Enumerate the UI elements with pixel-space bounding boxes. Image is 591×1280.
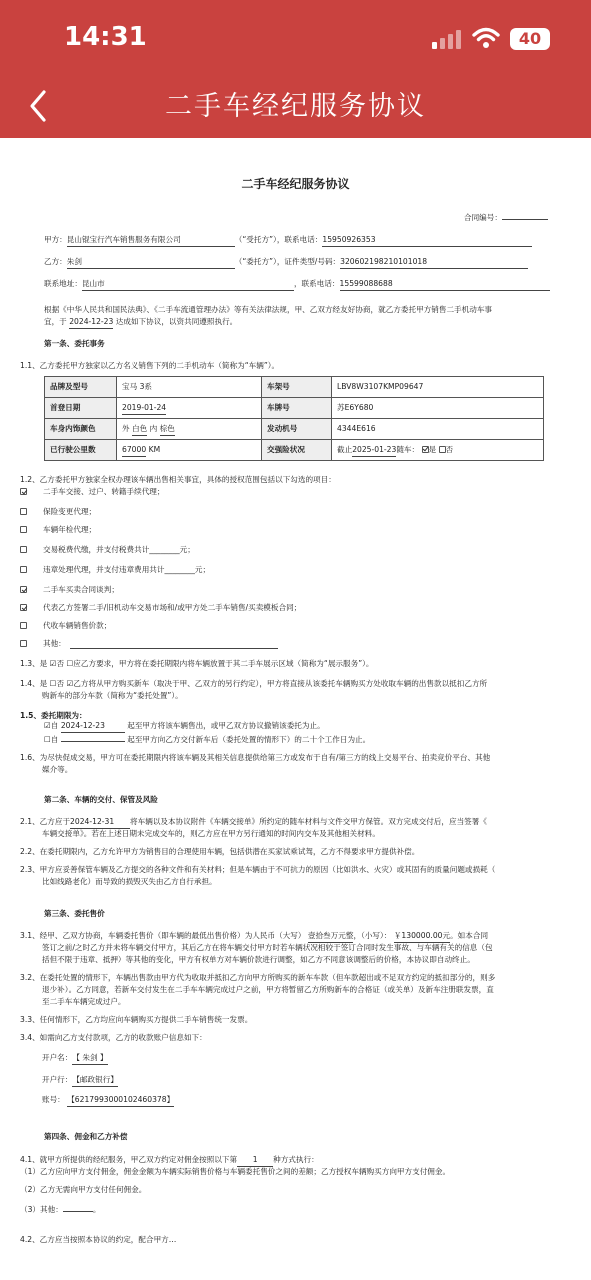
clause-3-1-suffix: 。如本合同 [450, 931, 489, 940]
authorization-option-label: 其他： [43, 639, 66, 648]
authorization-option-label: 车辆年检代理； [43, 525, 97, 534]
status-time: 14:31 [64, 22, 147, 52]
clause-3-3: 3.3、任何情形下，乙方均应向车辆购买方提供二手车销售统一发票。 [20, 1015, 253, 1024]
insurance-cell [332, 440, 544, 461]
clause-1-3: 1.3、是 ☑否 ☐应乙方要求，甲方将在委托期限内将车辆放置于其二手车展示区域（简称为“展示服务”）。 [20, 659, 374, 668]
authorization-option [20, 602, 301, 614]
authorization-option-label: 交易税费代缴，并支付税费共计________元； [43, 545, 195, 554]
mileage-unit: KM [148, 444, 161, 454]
color-in-label: 内 [149, 423, 158, 433]
authorization-option [20, 486, 165, 498]
mileage-cell [117, 440, 262, 461]
intro-line-2 [44, 316, 237, 329]
vin-value: LBV8W3107KMP09647 [332, 377, 544, 398]
checkbox-icon [422, 446, 429, 453]
term-2-prefix: ☐自 [44, 735, 59, 744]
insurance-prefix: 截止 [337, 444, 353, 454]
other-blank [70, 648, 278, 649]
authorization-option [20, 524, 96, 536]
contract-document [0, 138, 591, 1280]
party-b-label: 乙方： [44, 257, 67, 266]
clause-3-2-line-3: 至二手车车辆完成过户。 [42, 997, 126, 1006]
insurance-mid: 随车： [396, 444, 420, 454]
price-in-words: 壹拾叁万元整 [308, 930, 354, 943]
authorization-option [20, 544, 195, 556]
commission-other-blank [63, 1202, 93, 1212]
commission-option-2: （2）乙方无需向甲方支付任何佣金。 [20, 1185, 147, 1194]
checkbox-icon [20, 566, 27, 573]
party-a-row [44, 234, 532, 247]
checkbox-icon [20, 546, 27, 553]
party-b-name: 朱剑 [67, 256, 235, 269]
term-1-text: 起至甲方将该车辆售出，或甲乙双方协议撤销该委托为止。 [127, 721, 325, 730]
engine-value: 4344E616 [332, 419, 544, 440]
term-2-blank [61, 732, 125, 742]
party-a-phone: 15950926353 [322, 234, 532, 247]
price-amount: ￥130000.00元 [394, 930, 450, 943]
signal-icon [432, 29, 464, 49]
account-name-label: 开户名： [42, 1053, 73, 1062]
clause-2-3-line-1: 2.3、甲方应妥善保管车辆及乙方提交的各种文件和有关材料；但是车辆由于不可抗力的原因（比如洪水、火灾）或其固有的质量问题或损耗（ [20, 865, 496, 874]
clause-1-6-line-1: 1.6、为尽快促成交易，甲方可在委托期限内将该车辆及其相关信息提供给第三方或发布于自有/第三方的线上交易平台、拍卖竞价平台、其他 [20, 753, 491, 762]
clause-4-1-prefix: 4.1、就甲方所提供的经纪服务，甲乙双方约定对佣金按照以下第 [20, 1155, 238, 1164]
clause-3-1-line-3: 括但不限于违章、抵押）等其他的变化，甲方有权单方对车辆价款进行调整，如乙方不同意该调整后的价格，本协议即自动终止。 [42, 955, 475, 964]
contract-no-label: 合同编号： [464, 213, 502, 222]
section-3-title: 第三条、委托售价 [44, 909, 105, 918]
address-value: 昆山市 [82, 278, 294, 291]
clause-3-2-line-1: 3.2、在委托处置的情形下，车辆出售款由甲方代为收取并抵扣乙方向甲方所购买的新车车款（但车款超出或不足双方约定的抵扣部分的，则多 [20, 973, 496, 982]
color-out-value: 白色 [132, 423, 147, 436]
account-no-label: 账号： [42, 1095, 65, 1104]
brand-value: 宝马 3系 [117, 377, 262, 398]
authorization-option-label: 代表乙方签署二手/旧机动车交易市场和/或甲方处二手车销售/买卖模板合同； [43, 603, 302, 612]
commission-option-no: 1 [237, 1154, 273, 1167]
clause-4-1-suffix: 种方式执行： [273, 1155, 319, 1164]
color-in-value: 棕色 [160, 423, 175, 436]
app-header [0, 0, 591, 138]
brand-label: 品牌及型号 [45, 377, 117, 398]
checkbox-icon [439, 446, 446, 453]
mileage-label: 已行驶公里数 [45, 440, 117, 461]
intro-2b: 达成如下协议，以资共同遵照执行。 [115, 317, 238, 326]
table-row [45, 377, 544, 398]
checkbox-icon [20, 508, 27, 515]
battery-icon: 40 [510, 28, 550, 50]
party-b-id: 320602198210101018 [340, 256, 528, 269]
delivery-date: 2024-12-31 [70, 816, 130, 829]
clause-2-1-prefix: 2.1、乙方应于 [20, 817, 71, 826]
authorization-option [20, 584, 119, 596]
plate-value: 苏E6Y680 [332, 398, 544, 419]
clause-3-1-mid: ，（小写）： [353, 931, 392, 940]
table-row [45, 440, 544, 461]
section-4-title: 第四条、佣金和乙方补偿 [44, 1132, 128, 1141]
checkbox-icon [20, 604, 27, 611]
table-row [45, 398, 544, 419]
address-phone: 15599088688 [340, 278, 550, 291]
clause-4-2: 4.2、乙方应当按照本协议的约定，配合甲方… [20, 1235, 177, 1244]
insurance-no: 否 [445, 444, 454, 454]
commission-option-3-end: 。 [92, 1205, 101, 1214]
account-name-row [42, 1052, 108, 1065]
bank-row [42, 1074, 118, 1087]
party-a-name: 昆山锟宝行汽车销售服务有限公司 [67, 234, 235, 247]
contract-no-blank [502, 210, 548, 220]
clause-1-4-line-2: 购新车的部分车款（简称为“委托处置”）。 [42, 691, 183, 700]
clause-1-2: 1.2、乙方委托甲方独家全权办理该车辆出售相关事宜，具体的授权范围包括以下勾选的项目： [20, 475, 336, 484]
account-name-value: 【 朱剑 】 [72, 1052, 107, 1065]
authorization-option [20, 638, 66, 650]
reg-date-value: 2019-01-24 [122, 402, 166, 415]
clause-1-6-line-2: 媒介等。 [42, 765, 73, 774]
authorization-option [20, 564, 210, 576]
color-out-label: 外 [122, 423, 130, 433]
insurance-label: 交强险状况 [262, 440, 332, 461]
clause-2-1-line-2: 车辆交接单》。若在上述日期未完成交车的，则乙方应在甲方另行通知的时间内交车及其他相关材料。 [42, 829, 380, 838]
intro-line-1: 根据《中华人民共和国民法典》、《二手车流通管理办法》等有关法律法规，甲、乙双方经友好协商，就乙方委托甲方销售二手机动车事 [44, 305, 493, 314]
authorization-option-label: 二手车交接、过户、转籍手续代理； [43, 487, 165, 496]
authorization-option-label: 违章处理代理，并支付违章费用共计________元； [43, 565, 211, 574]
checkbox-icon [20, 586, 27, 593]
plate-label: 车牌号 [262, 398, 332, 419]
authorization-option [20, 620, 111, 632]
party-b-role: （“委托方”），证件类型/号码： [234, 257, 341, 266]
term-option-2 [44, 732, 370, 746]
reg-date-cell [117, 398, 262, 419]
party-a-label: 甲方： [44, 235, 67, 244]
vehicle-info-table [44, 376, 544, 461]
checkbox-icon [20, 526, 27, 533]
commission-option-3-label: （3）其他： [20, 1205, 63, 1214]
clause-1-5: 1.5、委托期限为： [20, 711, 87, 720]
authorization-option-label: 代收车辆销售价款； [43, 621, 112, 630]
clause-3-1-prefix: 3.1、经甲、乙双方协商，车辆委托售价（即车辆的最低出售价格）为人民币（大写） [20, 931, 306, 940]
commission-option-3 [20, 1202, 100, 1216]
account-no-row [42, 1094, 174, 1107]
clause-1-1: 1.1、乙方委托甲方独家以乙方名义销售下列的二手机动车（简称为“车辆”）。 [20, 361, 280, 370]
mileage-value: 67000 [122, 444, 146, 457]
address-phone-label: ，联系电话： [293, 279, 340, 288]
account-no-value: 【6217993000102460378】 [67, 1094, 174, 1107]
checkbox-icon [20, 622, 27, 629]
intro-2a: 宜，于 [44, 317, 67, 326]
checkbox-icon [20, 488, 27, 495]
clause-1-4-line-1: 1.4、是 ☐否 ☑乙方将从甲方购买新车（取决于甲、乙双方的另行约定），甲方将直接从该委托车辆购买方处收取车辆的出售款以抵扣乙方所 [20, 679, 488, 688]
party-a-role: （“受托方”），联系电话： [234, 235, 323, 244]
clause-3-4: 3.4、如需向乙方支付款项，乙方的收款账户信息如下： [20, 1033, 207, 1042]
checkbox-icon [20, 640, 27, 647]
intro-date: 2024-12-23 [69, 316, 113, 329]
section-2-title: 第二条、车辆的交付、保管及风险 [44, 795, 158, 804]
insurance-yes: 是 [428, 444, 437, 454]
wifi-icon [472, 27, 500, 49]
clause-3-1-line-2: 签订之前/之时乙方并未将车辆交付甲方，其后乙方在将车辆交付甲方时若车辆状况相较于签订合同时发生事故、与车辆有关的信息（包 [42, 943, 493, 952]
address-row [44, 278, 550, 291]
color-label: 车身内饰颜色 [45, 419, 117, 440]
reg-date-label: 首登日期 [45, 398, 117, 419]
section-1-title: 第一条、委托事务 [44, 339, 105, 348]
insurance-date: 2025-01-23 [352, 444, 396, 457]
authorization-option-label: 保险变更代理； [43, 507, 97, 516]
bank-value: 【邮政银行】 [72, 1074, 118, 1087]
table-row [45, 419, 544, 440]
term-1-date: 2024-12-23 [61, 720, 125, 733]
party-b-row [44, 256, 528, 269]
term-1-prefix: ☑自 [44, 721, 59, 730]
color-cell [117, 419, 262, 440]
clause-2-1-text: 将车辆以及本协议附件《车辆交接单》所约定的随车材料与文件交甲方保管。双方完成交付后，应当签署《 [130, 817, 487, 826]
vin-label: 车架号 [262, 377, 332, 398]
term-2-text: 起至甲方向乙方交付新车后（委托处置的情形下）的二十个工作日为止。 [127, 735, 371, 744]
authorization-option-label: 二手车买卖合同谈判； [43, 585, 119, 594]
clause-2-3-line-2: 比如线路老化）而导致的损毁灭失由乙方自行承担。 [42, 877, 217, 886]
engine-label: 发动机号 [262, 419, 332, 440]
bank-label: 开户行： [42, 1075, 73, 1084]
authorization-option [20, 506, 96, 518]
contract-no [464, 210, 548, 224]
clause-3-2-line-2: 退少补）。乙方同意，若新车交付发生在二手车车辆完成过户之前，甲方将暂留乙方所购新车的合格证（或关单）及新车注册联发票，直 [42, 985, 494, 994]
page-title: 二手车经纪服务协议 [165, 91, 426, 122]
commission-option-1: （1）乙方应向甲方支付佣金，佣金金额为车辆实际销售价格与车辆委托售价之间的差额；乙方授权车辆购买方向甲方支付佣金。 [20, 1167, 451, 1176]
address-label: 联系地址： [44, 279, 82, 288]
clause-2-2: 2.2、在委托期限内，乙方允许甲方为销售目的合理使用车辆，包括供潜在买家试乘试驾，乙方不得要求甲方提供补偿。 [20, 847, 420, 856]
doc-title: 二手车经纪服务协议 [241, 177, 350, 191]
